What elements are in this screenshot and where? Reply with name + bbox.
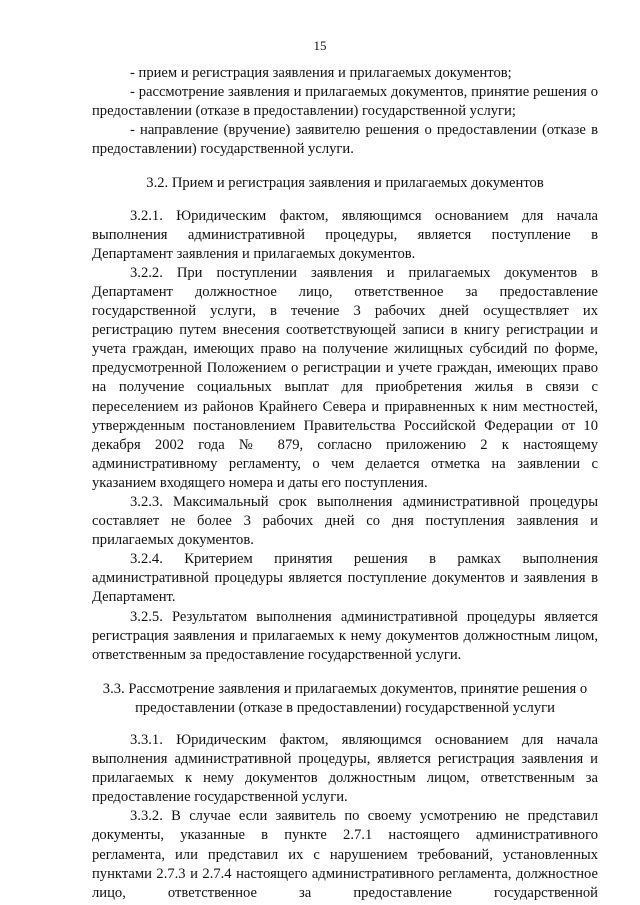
page-number: 15 [313,38,327,53]
paragraph-3-2-3: 3.2.3. Максимальный срок выполнения административной процедуры составляет не более 3 рабочих дней со дня поступления заявления и прилагаемых документов. [92,493,598,549]
paragraph-3-2-4: 3.2.4. Критерием принятия решения в рамках выполнения административной процедуры является поступление документов и заявления в Департамент. [92,551,598,606]
paragraph-3-2-2: 3.2.2. При поступлении заявления и прилагаемых документов в Департамент должностное лицо, ответственное за предоставление государственной услуги, в течение 3 рабочих дней осуществляет их регистрацию путем внесения соответствующей записи в книгу регистрации и учета граждан, имеющих право на получение жилищных субсидий по форме, предусмотренной Положением о регистрации и учете граждан, имеющих право на получение социальных выплат для приобретения жилья в связи с переселением из районов Крайнего Севера и приравненных к ним местностей, утвержденным постановлением Правительства Российской Федерации от 10 декабря 2002 года № 879, согласно приложению 2 к настоящему административному регламенту, о чем делается отметка на заявлении с указанием входящего номера и даты его поступления. [92,264,598,491]
section-heading-3-2: 3.2. Прием и регистрация заявления и прилагаемых документов [146,175,544,192]
list-item: - прием и регистрация заявления и прилагаемых документов; [130,65,512,81]
section-heading-3-3: 3.3. Рассмотрение заявления и прилагаемых документов, принятие решения о предоставлении (отказе в предоставлении) государственной услуги [102,680,588,716]
paragraph-3-3-1: 3.3.1. Юридическим фактом, являющимся основанием для начала выполнения административной процедуры, является регистрация заявления и прилагаемых к нему документов должностным лицом, ответственным за предоставление государственной услуги. [92,732,598,806]
document-body [92,64,598,903]
paragraph-3-3-2: 3.3.2. В случае если заявитель по своему усмотрению не представил документы, указанные в пункте 2.7.1 настоящего административного регламента, или представил их с нарушением требований, установленных пунктами 2.7.3 и 2.7.4 настоящего административного регламента, должностное лицо, ответственное за предоставление государственной [92,808,598,901]
paragraph-3-2-5: 3.2.5. Результатом выполнения административной процедуры является регистрация заявления и прилагаемых к нему документов должностным лицом, ответственным за предоставление государственной услуги. [92,608,598,663]
paragraph-3-2-1: 3.2.1. Юридическим фактом, являющимся основанием для начала выполнения административной процедуры, является поступление в Департамент заявления и прилагаемых документов. [92,207,598,262]
list-item: - рассмотрение заявления и прилагаемых документов, принятие решения о предоставлении (отказе в предоставлении) государственной услуги; [92,84,598,120]
list-item: - направление (вручение) заявителю решения о предоставлении (отказе в предоставлении) государственной услуги. [92,122,598,158]
